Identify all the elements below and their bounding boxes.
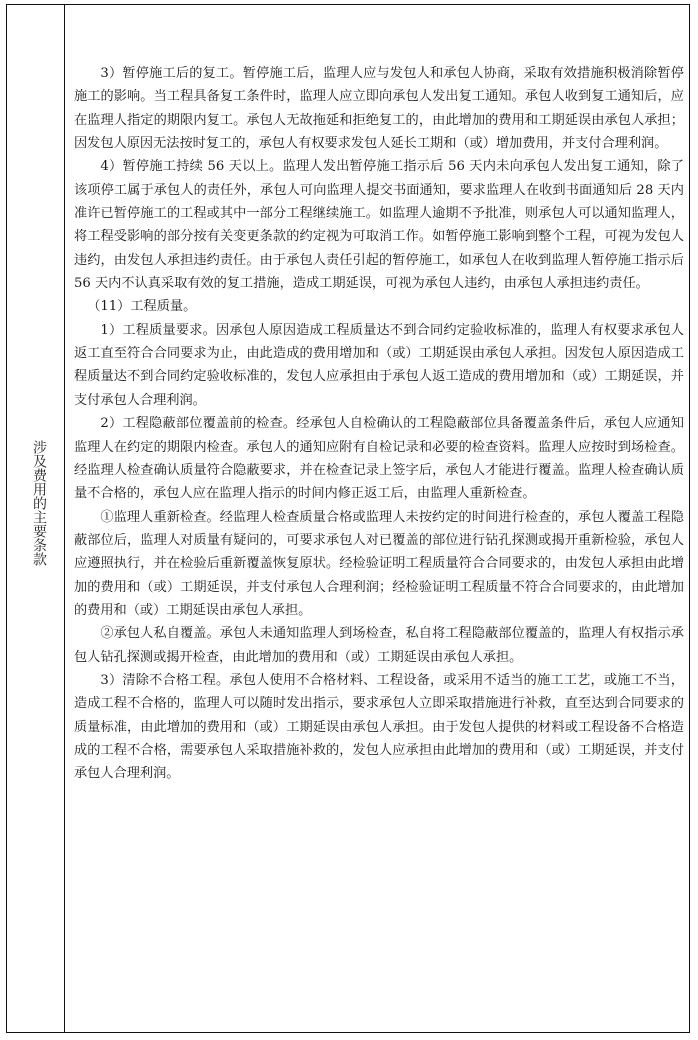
paragraph-unauthorized-covering: ②承包人私自覆盖。承包人未通知监理人到场检查，私自将工程隐蔽部位覆盖的，监理人有权指示承包人钻孔探测或揭开检查，由此增加的费用和（或）工期延误由承包人承担。 <box>74 626 684 665</box>
row-header-label: 涉及费用的主要条款 <box>31 440 47 566</box>
paragraph-resume-after-suspension: 3）暂停施工后的复工。暂停施工后，监理人应与发包人和承包人协商，采取有效措施积极消除暂停施工的影响。当工程具备复工条件时，监理人应立即向承包人发出复工通知。承包人收到复工通知后，应在监理人指定的期限内复工。承包人无故拖延和拒绝复工的，由此增加的费用和工期延误由承包人承担；因发包人原因无法按时复工的，承包人有权要求发包人延长工期和（或）增加费用，并支付合理利润。 <box>74 66 684 152</box>
paragraph-quality-requirements: 1）工程质量要求。因承包人原因造成工程质量达不到合同约定验收标准的，监理人有权要求承包人返工直至符合合同要求为止，由此造成的费用增加和（或）工期延误由承包人承担。因发包人原因造成工程质量达不到合同约定验收标准的，发包人应承担由于承包人返工造成的费用增加和（或）工期延误，并支付承包人合理利润。 <box>74 322 684 408</box>
paragraph-concealed-inspection: 2）工程隐蔽部位覆盖前的检查。经承包人自检确认的工程隐蔽部位具备覆盖条件后，承包人应通知监理人在约定的期限内检查。承包人的通知应附有自检记录和必要的检查资料。监理人应按时到场检查。经监理人检查确认质量符合隐蔽要求，并在检查记录上签字后，承包人才能进行覆盖。监理人检查确认质量不合格的，承包人应在监理人指示的时间内修正返工后，由监理人重新检查。 <box>74 416 684 502</box>
section-heading-quality: （11）工程质量。 <box>87 299 197 315</box>
clause-content <box>74 62 684 786</box>
paragraph-reinspection: ①监理人重新检查。经监理人检查质量合格或监理人未按约定的时间进行检查的，承包人覆盖工程隐蔽部位后，监理人对质量有疑问的，可要求承包人对已覆盖的部位进行钻孔探测或揭开重新检验，承包人应遵照执行，并在检验后重新覆盖恢复原状。经检验证明工程质量符合合同要求的，由发包人承担由此增加的费用和（或）工期延误，并支付承包人合理利润；经检验证明工程质量不符合合同要求的，由此增加的费用和（或）工期延误由承包人承担。 <box>74 509 684 618</box>
column-divider <box>64 4 65 1033</box>
paragraph-remove-nonconforming: 3）清除不合格工程。承包人使用不合格材料、工程设备，或采用不适当的施工工艺，或施工不当，造成工程不合格的，监理人可以随时发出指示，要求承包人立即采取措施进行补救，直至达到合同要求的质量标准，由此增加的费用和（或）工期延误由承包人承担。由于发包人提供的材料或工程设备不合格造成的工程不合格，需要承包人采取措施补救的，发包人应承担由此增加的费用和（或）工期延误，并支付承包人合理利润。 <box>74 672 684 782</box>
paragraph-suspension-over-56-days: 4）暂停施工持续 56 天以上。监理人发出暂停施工指示后 56 天内未向承包人发出复工通知，除了该项停工属于承包人的责任外，承包人可向监理人提交书面通知，要求监理人在收到书面通知后 28 天内准许已暂停施工的工程或其中一部分工程继续施工。如监理人逾期不予批准，则承包人可以通知监理人，将工程受影响的部分按有关变更条款的约定视为可取消工作。如暂停施工影响到整个工程，可视为发包人违约，由发包人承担违约责任。由于承包人责任引起的暂停施工，如承包人在收到监理人暂停施工指示后 56 天内不认真采取有效的复工措施，造成工期延误，可视为承包人违约，由承包人承担违约责任。 <box>74 159 684 292</box>
